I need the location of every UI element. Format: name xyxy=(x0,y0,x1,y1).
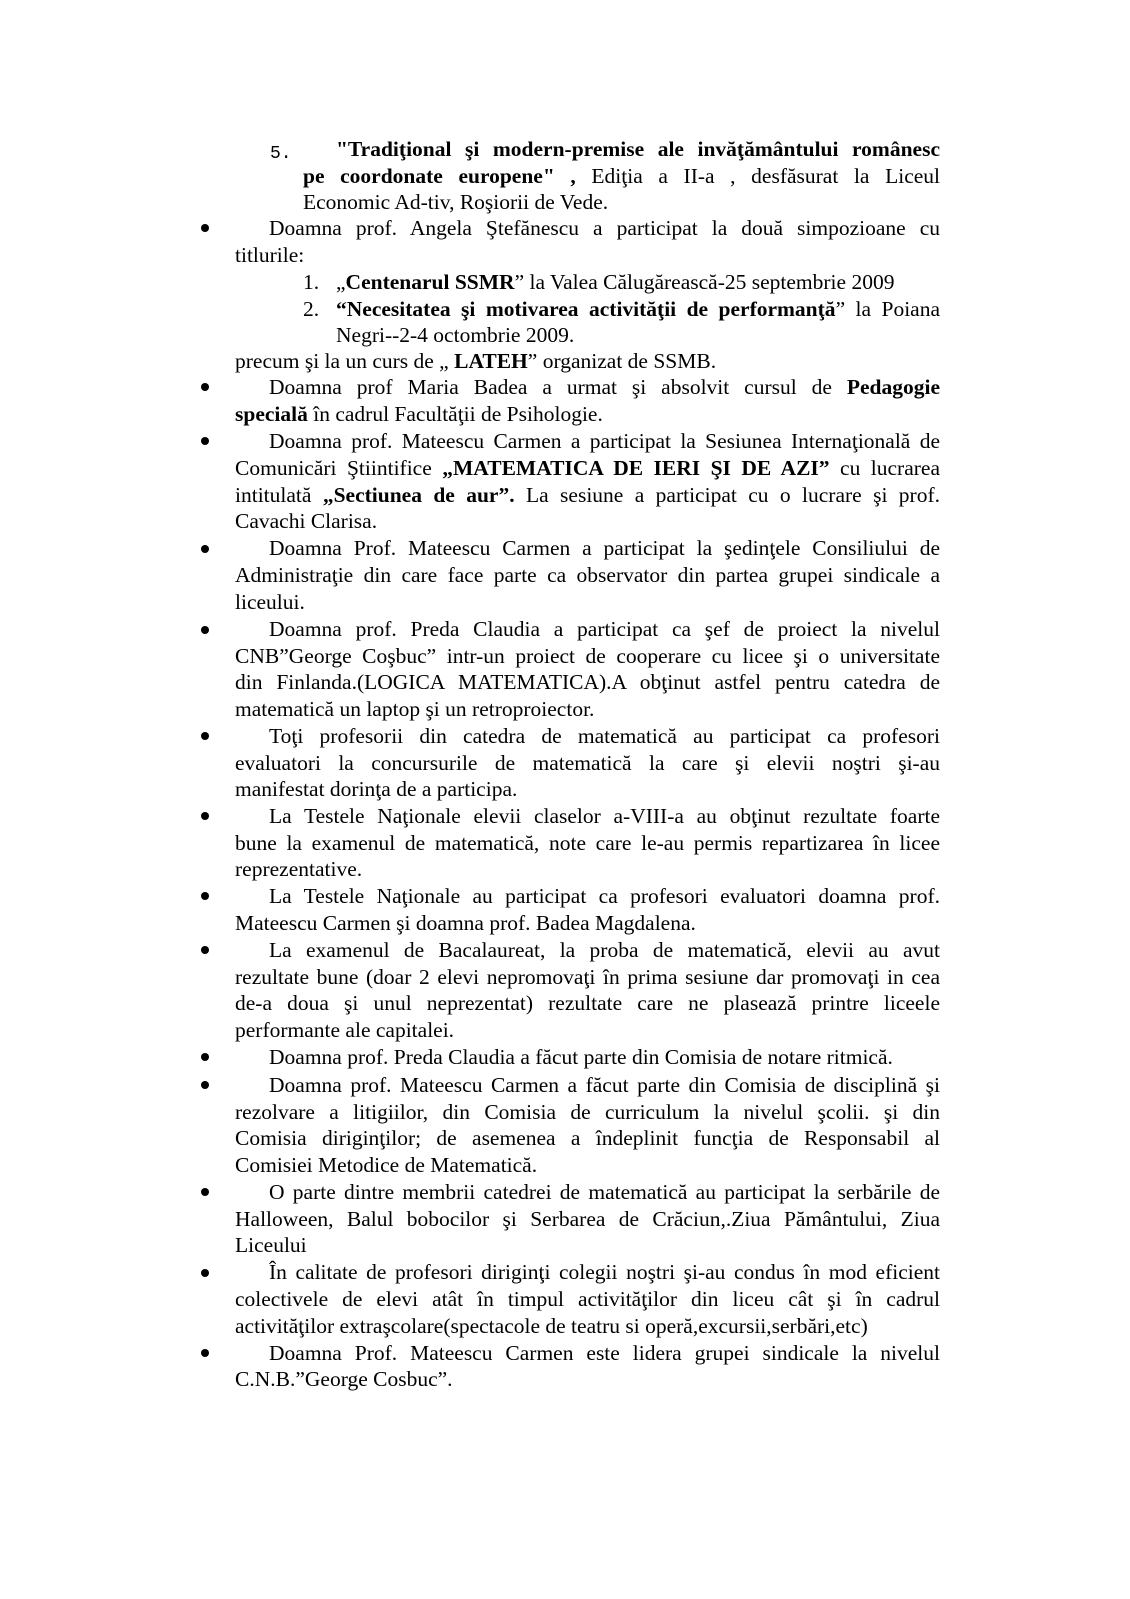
b12-line1: O parte dintre membrii catedrei de matematică au participat la serbările de xyxy=(269,1180,940,1204)
bullet-icon xyxy=(201,626,209,634)
b13-line1: În calitate de profesori diriginţi colegii noştri şi-au condus în mod eficient xyxy=(269,1260,940,1284)
b4-line2: Administraţie din care face parte ca observator din partea grupei sindicale a xyxy=(235,563,940,587)
b1-sub2: “Necesitatea şi motivarea activităţii de performanţă” la Poiana xyxy=(336,297,941,321)
b8-line2: Mateescu Carmen şi doamna prof. Badea Magdalena. xyxy=(235,911,696,935)
b4-line1: Doamna Prof. Mateescu Carmen a participat la şedinţele Consiliului de xyxy=(269,536,940,560)
b1-sub2-line2: Negri--2-4 octombrie 2009. xyxy=(336,323,575,347)
b2-line1: Doamna prof Maria Badea a urmat şi absolvit cursul de Pedagogie xyxy=(269,375,941,399)
b11-line3: Comisia diriginţilor; de asemenea a îndeplinit funcţia de Responsabil al xyxy=(235,1126,940,1150)
b12-line2: Halloween, Balul bobocilor şi Serbarea de Crăciun,.Ziua Pământului, Ziua xyxy=(235,1207,940,1231)
b5-line2: CNB”George Coşbuc” intr-un proiect de cooperare cu licee şi o universitate xyxy=(235,644,940,668)
bullet-icon xyxy=(201,732,209,740)
bullet-icon xyxy=(201,224,209,232)
bullet-icon xyxy=(201,812,209,820)
b1-line2: titlurile: xyxy=(235,243,305,267)
b1-after: precum şi la un curs de „ LATEH” organizat de SSMB. xyxy=(235,349,717,373)
b14-line1: Doamna Prof. Mateescu Carmen este lidera grupei sindicale la nivelul xyxy=(269,1341,940,1365)
b3-line1: Doamna prof. Mateescu Carmen a participat la Sesiunea Internaţională de xyxy=(269,429,940,453)
b11-line1: Doamna prof. Mateescu Carmen a făcut parte din Comisia de disciplină şi xyxy=(269,1073,940,1097)
b9-line3: de-a doua şi unul neprezentat) rezultate care ne plasează printre liceele xyxy=(235,991,940,1015)
list-number: 5. xyxy=(270,144,292,164)
b7-line1: La Testele Naţionale elevii claselor a-VIII-a au obţinut rezultate foarte xyxy=(269,804,940,828)
b5-line1: Doamna prof. Preda Claudia a participat ca şef de proiect la nivelul xyxy=(269,617,940,641)
b1-sub1: „Centenarul SSMR” la Valea Călugărească-25 septembrie 2009 xyxy=(336,270,895,294)
bullet-icon xyxy=(201,437,209,445)
b7-line2: bune la examenul de matematică, note care le-au permis repartizarea în licee xyxy=(235,831,940,855)
b6-line1: Toţi profesorii din catedra de matematică au participat ca profesori xyxy=(269,724,940,748)
b5-line3: din Finlanda.(LOGICA MATEMATICA).A obţinut astfel pentru catedra de xyxy=(235,670,940,694)
b3-line3: intitulată „Sectiunea de aur”. La sesiune a participat cu o lucrare şi prof. xyxy=(235,483,941,507)
b11-line2: rezolvare a litigiilor, din Comisia de curriculum la nivelul şcolii. şi din xyxy=(235,1100,940,1124)
bullet-icon xyxy=(201,1081,209,1089)
b4-line3: liceului. xyxy=(235,590,305,614)
b6-line3: manifestat dorinţa de a participa. xyxy=(235,777,518,801)
bullet-icon xyxy=(201,1349,209,1357)
b9-line4: performante ale capitalei. xyxy=(235,1018,455,1042)
b13-line3: activităţilor extraşcolare(spectacole de teatru si operă,excursii,serbări,etc) xyxy=(235,1314,868,1338)
bullet-icon xyxy=(201,1053,209,1061)
b3-line4: Cavachi Clarisa. xyxy=(235,509,378,533)
b5-line4: matematică un laptop şi un retroproiector. xyxy=(235,697,595,721)
b11-line4: Comisiei Metodice de Matematică. xyxy=(235,1153,538,1177)
bullet-icon xyxy=(201,1188,209,1196)
b9-line1: La examenul de Bacalaureat, la proba de matematică, elevii au avut xyxy=(269,938,940,962)
item5-title-line1: "Tradiţional şi modern-premise ale invăţământului românesc xyxy=(336,137,940,161)
b14-line2: C.N.B.”George Cosbuc”. xyxy=(235,1367,453,1391)
b3-line2: Comunicări Ştiintifice „MATEMATICA DE IERI ŞI DE AZI” cu lucrarea xyxy=(235,456,941,480)
sublist-number: 1. xyxy=(303,270,320,294)
b8-line1: La Testele Naţionale au participat ca profesori evaluatori doamna prof. xyxy=(269,884,940,908)
b2-line2: specială în cadrul Facultăţii de Psihologie. xyxy=(235,402,603,426)
b9-line2: rezultate bune (doar 2 elevi nepromovaţi în prima sesiune dar promovaţi in cea xyxy=(235,965,940,989)
sublist-number: 2. xyxy=(303,297,320,321)
b10-line1: Doamna prof. Preda Claudia a făcut parte din Comisia de notare ritmică. xyxy=(269,1045,893,1069)
item5-line2: pe coordonate europene" , Ediţia a II-a , desfăsurat la Liceul xyxy=(303,164,940,188)
bullet-icon xyxy=(201,545,209,553)
bullet-icon xyxy=(201,892,209,900)
b1-line1: Doamna prof. Angela Ştefănescu a participat la două simpozioane cu xyxy=(269,216,940,240)
bullet-icon xyxy=(201,946,209,954)
item5-line3: Economic Ad-tiv, Roşiorii de Vede. xyxy=(303,190,609,214)
b12-line3: Liceului xyxy=(235,1233,307,1257)
bullet-icon xyxy=(201,1269,209,1277)
b13-line2: colectivele de elevi atât în timpul activităţilor din liceu cât şi în cadrul xyxy=(235,1287,940,1311)
b6-line2: evaluatori la concursurile de matematică la care şi elevii noştri şi-au xyxy=(235,751,940,775)
bullet-icon xyxy=(201,383,209,391)
b7-line3: reprezentative. xyxy=(235,857,363,881)
